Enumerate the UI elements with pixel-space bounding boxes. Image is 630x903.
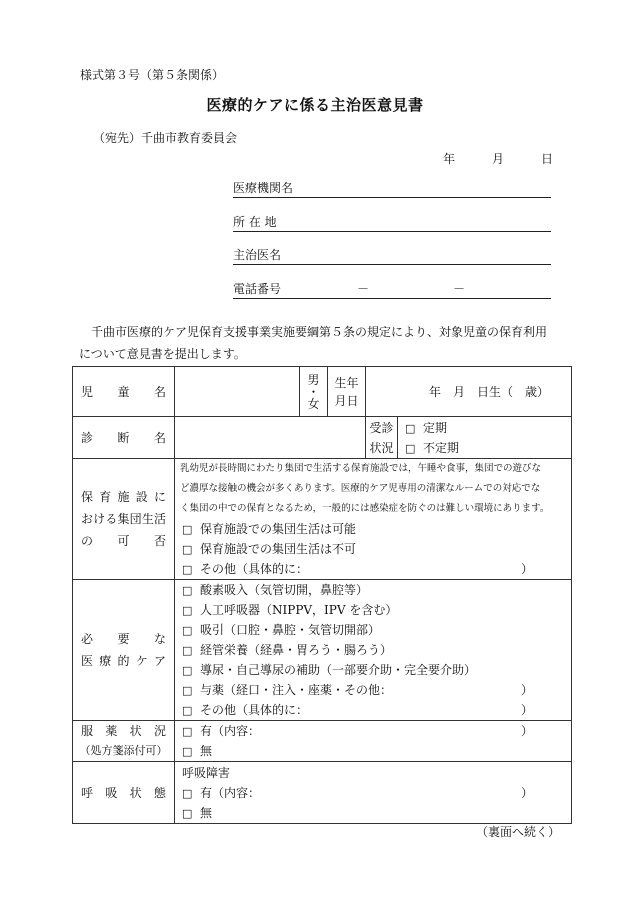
group-life-content bbox=[175, 459, 572, 580]
visit-option-regular[interactable] bbox=[398, 418, 571, 438]
child-name-input[interactable] bbox=[175, 367, 300, 417]
child-name-row bbox=[73, 367, 572, 417]
intro-line-2: について意見書を提出します。 bbox=[79, 347, 246, 361]
close-paren: ） bbox=[520, 785, 533, 800]
group-life-option-other-label: その他（具体的に： bbox=[200, 562, 309, 576]
medical-care-option-other-label: その他（具体的に： bbox=[200, 703, 309, 717]
respiration-option-yes[interactable] bbox=[175, 783, 571, 803]
medical-care-option-suction-label: 吸引（口腔・鼻腔・気管切開部） bbox=[200, 623, 381, 637]
phone-dash-1: － bbox=[357, 282, 370, 296]
medication-row bbox=[73, 721, 572, 762]
checkbox-icon[interactable]: □ bbox=[182, 806, 193, 820]
checkbox-icon[interactable]: □ bbox=[182, 786, 193, 800]
phone-dash-2: － bbox=[453, 282, 466, 296]
date-month-label: 月 bbox=[492, 152, 505, 166]
close-paren: ） bbox=[520, 562, 533, 576]
opinion-table bbox=[72, 366, 572, 824]
address-field[interactable] bbox=[233, 213, 551, 232]
medication-option-no-label: 無 bbox=[200, 744, 213, 758]
close-paren: ） bbox=[520, 683, 533, 697]
checkbox-icon[interactable]: □ bbox=[182, 523, 193, 536]
medical-care-option-oxygen-label: 酸素吸入（気管切開，鼻腔等） bbox=[200, 583, 369, 597]
respiration-row bbox=[73, 762, 572, 824]
medical-care-option-ventilator-label: 人工呼吸器（NIPPV，IPV を含む） bbox=[200, 603, 398, 617]
birthdate-label-line-1: 生年 bbox=[334, 375, 359, 390]
respiration-options bbox=[175, 762, 572, 824]
medical-care-row bbox=[73, 580, 572, 721]
respiration-option-no-label: 無 bbox=[200, 805, 213, 820]
checkbox-icon[interactable]: □ bbox=[182, 745, 193, 758]
medical-care-option-oxygen[interactable] bbox=[175, 580, 571, 600]
medication-label-main: 服 薬 状 況 bbox=[81, 724, 166, 738]
checkbox-icon[interactable]: □ bbox=[405, 421, 416, 435]
medical-care-label bbox=[73, 580, 175, 721]
medical-care-label-line-1: 必 要 な bbox=[81, 632, 166, 646]
checkbox-icon[interactable]: □ bbox=[182, 684, 193, 697]
visit-option-irregular[interactable] bbox=[398, 438, 571, 458]
visit-option-irregular-label: 不定期 bbox=[423, 440, 460, 455]
sex-male: 男 bbox=[307, 372, 320, 387]
medical-care-options bbox=[175, 580, 572, 721]
phone-number-field[interactable] bbox=[233, 280, 551, 299]
form-number: 様式第３号（第５条関係） bbox=[80, 68, 225, 82]
diagnosis-label: 診 断 名 bbox=[73, 417, 175, 459]
doctor-name-field[interactable] bbox=[233, 246, 551, 265]
checkbox-icon[interactable]: □ bbox=[182, 725, 193, 738]
group-life-label-line-3: の 可 否 bbox=[81, 534, 166, 548]
checkbox-icon[interactable]: □ bbox=[182, 584, 193, 597]
medication-label-sub: （処方箋添付可） bbox=[79, 744, 168, 757]
checkbox-icon[interactable]: □ bbox=[182, 563, 193, 576]
group-life-label bbox=[73, 459, 175, 580]
checkbox-icon[interactable]: □ bbox=[182, 644, 193, 657]
group-life-note-1: 乳幼児が長時間にわたり集団で生活する保育施設では，午睡や食事，集団での遊びな bbox=[180, 463, 542, 474]
medical-institution-field[interactable] bbox=[233, 179, 551, 198]
medical-care-option-medication-label: 与薬（経口・注入・座薬・その他： bbox=[200, 683, 393, 697]
close-paren: ） bbox=[520, 703, 533, 717]
phone-number-label: 電話番号 bbox=[233, 282, 282, 296]
checkbox-icon[interactable]: □ bbox=[405, 441, 416, 455]
checkbox-icon[interactable]: □ bbox=[182, 624, 193, 637]
medication-option-yes[interactable] bbox=[175, 721, 571, 741]
intro-paragraph bbox=[79, 321, 559, 365]
respiration-label: 呼 吸 状 態 bbox=[73, 762, 175, 824]
medical-care-option-catheter[interactable] bbox=[175, 660, 571, 680]
medication-option-yes-label: 有（内容： bbox=[200, 724, 261, 738]
group-life-option-impossible[interactable] bbox=[175, 539, 571, 559]
medication-label bbox=[73, 721, 175, 762]
respiration-option-yes-label: 有（内容： bbox=[200, 785, 261, 800]
sex-cell[interactable] bbox=[300, 367, 328, 417]
sex-female: 女 bbox=[307, 396, 320, 411]
group-life-row bbox=[73, 459, 572, 580]
close-paren: ） bbox=[520, 724, 533, 738]
medication-options bbox=[175, 721, 572, 762]
group-life-option-possible-label: 保育施設での集団生活は可能 bbox=[200, 522, 357, 536]
medical-care-option-medication[interactable] bbox=[175, 680, 571, 700]
checkbox-icon[interactable]: □ bbox=[182, 704, 193, 717]
birthdate-label bbox=[328, 367, 366, 417]
checkbox-icon[interactable]: □ bbox=[182, 664, 193, 677]
group-life-option-impossible-label: 保育施設での集団生活は不可 bbox=[200, 542, 357, 556]
visit-status-label-line-2: 状況 bbox=[369, 440, 394, 455]
medical-care-option-catheter-label: 導尿・自己導尿の補助（一部要介助・完全要介助） bbox=[200, 663, 477, 677]
visit-status-options bbox=[398, 417, 572, 459]
intro-line-1: 千曲市医療的ケア児保育支援事業実施要綱第５条の規定により、対象児童の保育利用 bbox=[91, 325, 548, 339]
diagnosis-input[interactable] bbox=[175, 417, 366, 459]
diagnosis-row bbox=[73, 417, 572, 459]
birthdate-label-line-2: 月日 bbox=[334, 393, 359, 408]
checkbox-icon[interactable]: □ bbox=[182, 543, 193, 556]
respiration-option-no[interactable] bbox=[175, 803, 571, 823]
doctor-name-label: 主治医名 bbox=[233, 248, 282, 262]
medical-care-label-line-2: 医療的ケア bbox=[81, 654, 166, 668]
checkbox-icon[interactable]: □ bbox=[182, 604, 193, 617]
date-year-label: 年 bbox=[443, 152, 456, 166]
respiration-heading: 呼吸障害 bbox=[182, 765, 231, 780]
addressee: （宛先）千曲市教育委員会 bbox=[93, 131, 238, 145]
medical-care-option-suction[interactable] bbox=[175, 620, 571, 640]
visit-status-label-line-1: 受診 bbox=[369, 420, 394, 435]
group-life-option-possible[interactable] bbox=[175, 519, 571, 539]
group-life-note-2: ど濃厚な接触の機会が多くあります。医療的ケア児専用の清潔なルームでの対応でな bbox=[180, 483, 541, 494]
medical-care-option-ventilator[interactable] bbox=[175, 600, 571, 620]
visit-status-label bbox=[366, 417, 398, 459]
address-label: 所 在 地 bbox=[233, 215, 277, 229]
medical-institution-label: 医療機関名 bbox=[233, 181, 294, 195]
group-life-option-other[interactable] bbox=[175, 559, 571, 579]
visit-option-regular-label: 定期 bbox=[423, 420, 448, 435]
medical-care-option-other[interactable] bbox=[175, 700, 571, 720]
document-title: 医療的ケアに係る主治医意見書 bbox=[206, 96, 424, 114]
sex-separator: ・ bbox=[307, 384, 320, 399]
group-life-note-3: く集団の中での保育となるため，一般的には感染症を防ぐのは難しい環境にあります。 bbox=[180, 503, 550, 514]
medication-option-no[interactable] bbox=[175, 741, 571, 761]
date-day-label: 日 bbox=[541, 152, 554, 166]
medical-care-option-tube-feeding[interactable] bbox=[175, 640, 571, 660]
child-name-label: 児 童 名 bbox=[73, 367, 175, 417]
birthdate-value: 年 月 日生（ 歳） bbox=[428, 385, 549, 399]
group-life-label-line-2: おける集団生活 bbox=[81, 512, 166, 526]
medical-care-option-tube-feeding-label: 経管栄養（経鼻・胃ろう・腸ろう） bbox=[200, 643, 393, 657]
birthdate-input[interactable] bbox=[366, 367, 572, 417]
continue-note: （裏面へ続く） bbox=[475, 825, 560, 839]
group-life-label-line-1: 保育施設に bbox=[81, 490, 166, 504]
